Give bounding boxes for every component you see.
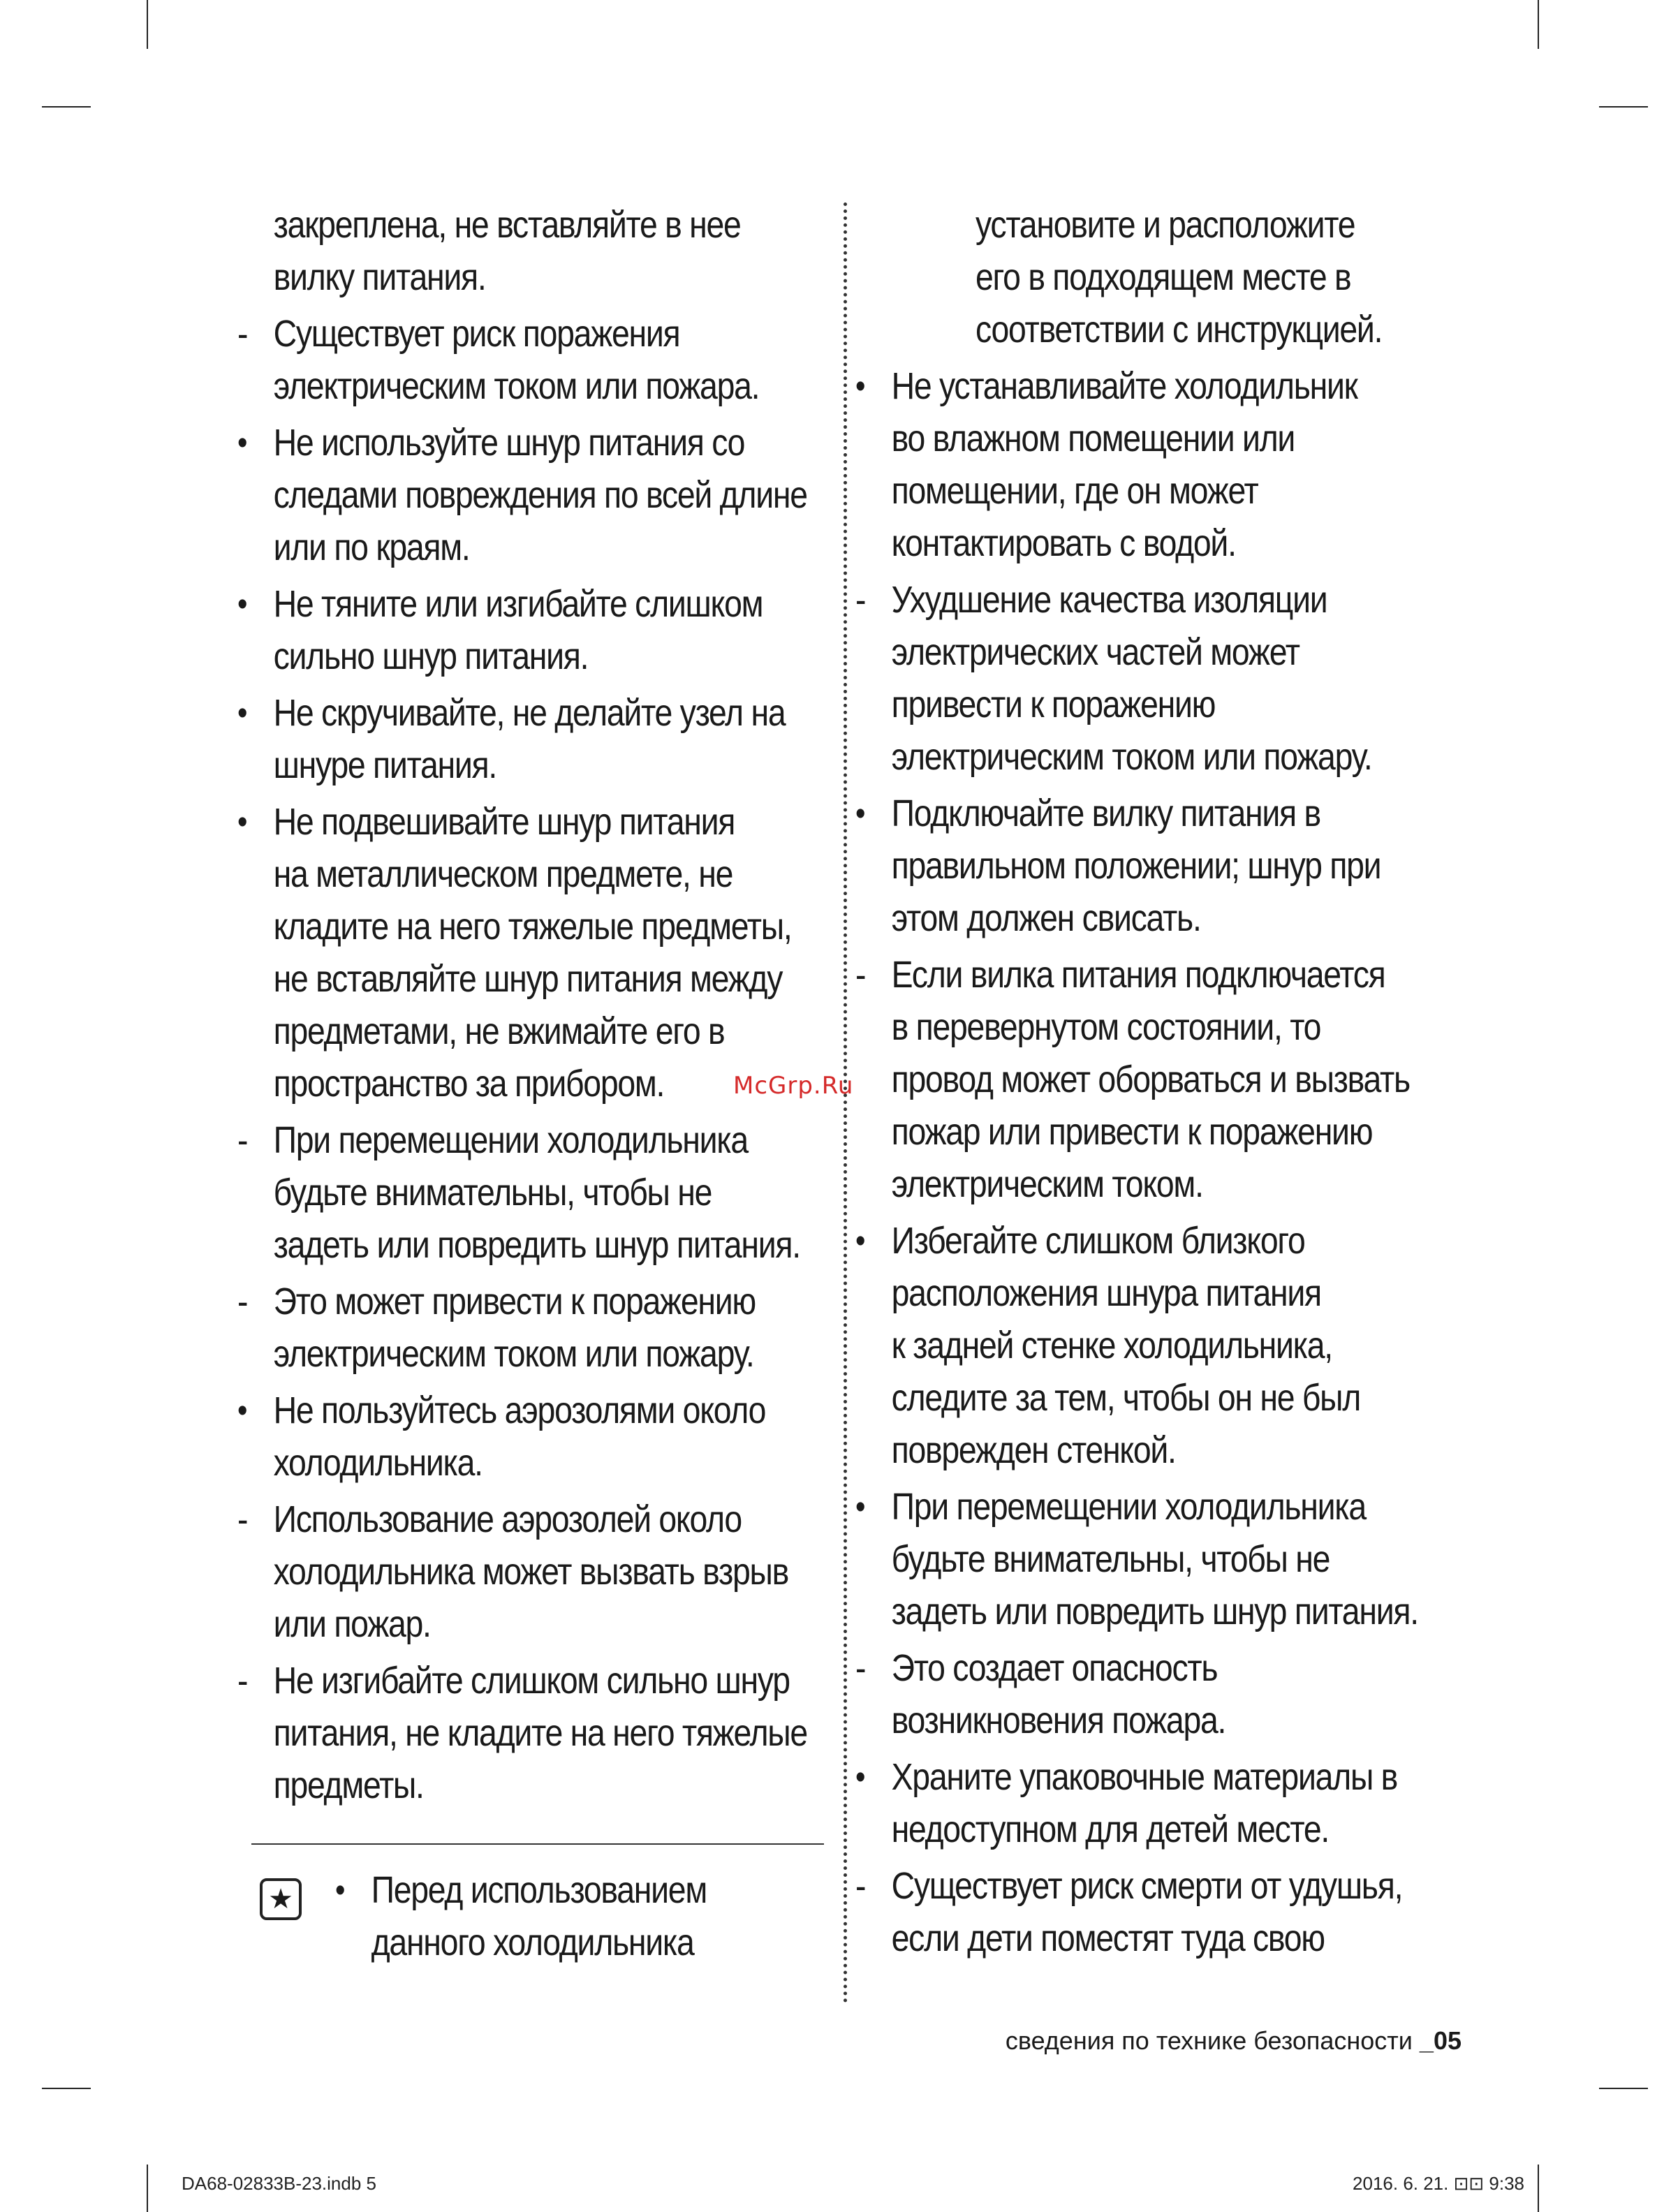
bullet-marker: •: [855, 1489, 865, 1526]
bullet-marker: •: [855, 795, 865, 832]
right-item: [855, 199, 1461, 356]
footer-section: сведения по технике безопасности: [1005, 2026, 1413, 2055]
left-column: [237, 199, 838, 1816]
watermark: McGrp.Ru: [733, 1072, 854, 1100]
right-item-text: Это создает опасность возникновения пожара.: [891, 1647, 1226, 1741]
left-item-text: закреплена, не вставляйте в нее вилку питания.: [273, 204, 741, 298]
left-item-text: Это может привести к поражению электрическим током или пожару.: [273, 1281, 756, 1375]
note-rule: [251, 1843, 824, 1845]
left-item-text: Использование аэрозолей около холодильника может вызвать взрыв или пожар.: [273, 1498, 788, 1645]
dash-marker: -: [855, 579, 866, 621]
crop-mark: [1538, 0, 1539, 49]
crop-mark: [147, 2165, 148, 2212]
right-column: [855, 199, 1463, 1969]
right-item: [855, 360, 1461, 570]
left-item-text: Не изгибайте слишком сильно шнур питания, не кладите на него тяжелые предметы.: [273, 1660, 807, 1806]
dash-marker: -: [855, 1647, 866, 1689]
dash-marker: -: [237, 1281, 248, 1322]
left-item-text: При перемещении холодильника будьте внимательны, чтобы не задеть или повредить шнур питания.: [273, 1119, 800, 1266]
left-item: [237, 1276, 837, 1380]
left-item: [237, 796, 837, 1110]
dash-marker: -: [855, 954, 866, 996]
right-item-text: При перемещении холодильника будьте внимательны, чтобы не задеть или повредить шнур питания.: [891, 1486, 1418, 1632]
right-item: [855, 949, 1461, 1211]
star-note-icon: ★: [260, 1878, 302, 1920]
crop-mark: [42, 2088, 91, 2089]
left-item-text: Не используйте шнур питания со следами повреждения по всей длине или по краям.: [273, 422, 807, 568]
bullet-marker: •: [237, 586, 247, 623]
left-item-text: Не скручивайте, не делайте узел на шнуре питания.: [273, 692, 786, 786]
crop-mark: [42, 106, 91, 108]
note-text: Перед использованием данного холодильника: [371, 1869, 707, 1963]
print-date-info: 2016. 6. 21. ⊡⊡ 9:38: [1353, 2173, 1524, 2194]
left-item: [237, 308, 837, 413]
left-item-text: Не подвешивайте шнур питания на металлическом предмете, не кладите на него тяжелые предметы, не вставляйте шнур питания между предметами, не вжимайте его в пространство за прибором.: [273, 801, 792, 1105]
right-item: [855, 788, 1461, 945]
note-block: [335, 1864, 756, 1969]
print-file-info: DA68-02833B-23.indb 5: [182, 2173, 376, 2194]
dash-marker: -: [855, 1865, 866, 1907]
bullet-marker: •: [237, 425, 247, 462]
right-item-text: Подключайте вилку питания в правильном положении; шнур при этом должен свисать.: [891, 792, 1381, 939]
crop-mark: [1538, 2165, 1539, 2212]
left-item-text: Не тяните или изгибайте слишком сильно шнур питания.: [273, 583, 763, 677]
bullet-marker: •: [237, 1392, 247, 1429]
left-item: [237, 687, 837, 792]
dash-marker: -: [237, 1498, 248, 1540]
right-item-text: установите и расположите его в подходящем месте в соответствии с инструкцией.: [975, 204, 1383, 351]
crop-mark: [1599, 106, 1648, 108]
bullet-marker: •: [855, 368, 865, 405]
dash-marker: -: [237, 1119, 248, 1161]
crop-mark: [147, 0, 148, 49]
right-item-text: Избегайте слишком близкого расположения шнура питания к задней стенке холодильника, следите за тем, чтобы он не был поврежден стенкой.: [891, 1220, 1361, 1471]
left-item: [237, 417, 837, 574]
right-item-text: Не устанавливайте холодильник во влажном помещении или помещении, где он может контактировать с водой.: [891, 365, 1357, 564]
right-item-text: Храните упаковочные материалы в недоступном для детей месте.: [891, 1756, 1398, 1850]
dash-marker: -: [237, 1660, 248, 1702]
right-item: [855, 1751, 1461, 1856]
left-item: [237, 1114, 837, 1271]
left-item: [237, 578, 837, 683]
left-item: [237, 199, 837, 304]
right-item-text: Существует риск смерти от удушья, если дети поместят туда свою: [891, 1865, 1403, 1959]
right-item: [855, 1481, 1461, 1638]
left-item: [237, 1385, 837, 1489]
right-item: [855, 1215, 1461, 1477]
column-divider: [844, 202, 847, 2004]
page-number: _05: [1419, 2026, 1461, 2055]
crop-mark: [1599, 2088, 1648, 2089]
bullet-marker: •: [855, 1759, 865, 1796]
bullet-marker: •: [237, 804, 247, 841]
right-item: [855, 1642, 1461, 1747]
bullet-marker: •: [237, 695, 247, 732]
bullet-marker: •: [855, 1223, 865, 1260]
right-item-text: Если вилка питания подключается в перевернутом состоянии, то провод может оборваться и вызвать пожар или привести к поражению электрическим током.: [891, 954, 1410, 1205]
right-item: [855, 1860, 1461, 1965]
dash-marker: -: [237, 313, 248, 355]
left-item-text: Не пользуйтесь аэрозолями около холодильника.: [273, 1389, 766, 1484]
page-footer: [1006, 2023, 1461, 2058]
left-item-text: Существует риск поражения электрическим током или пожара.: [273, 313, 760, 407]
right-item-text: Ухудшение качества изоляции электрических частей может привести к поражению электрическим током или пожару.: [891, 579, 1372, 778]
bullet-marker: •: [335, 1872, 345, 1909]
left-item: [237, 1655, 837, 1812]
right-item: [855, 574, 1461, 783]
left-item: [237, 1494, 837, 1651]
